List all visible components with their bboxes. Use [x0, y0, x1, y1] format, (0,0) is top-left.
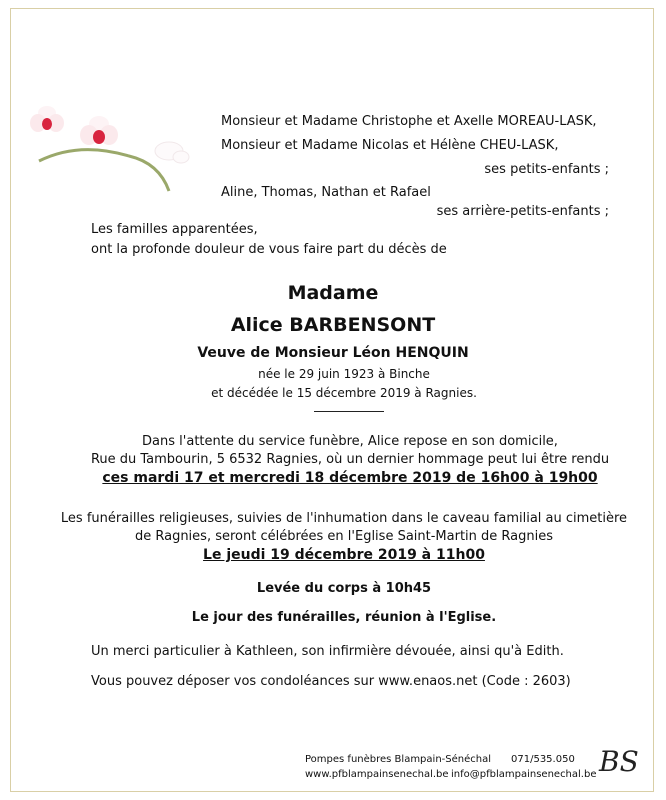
deceased-name: Alice BARBENSONT	[230, 314, 436, 336]
viewing-dates: ces mardi 17 et mercredi 18 décembre 2019 de 16h00 à 19h00	[102, 470, 598, 486]
viewing-line-1: Dans l'attente du service funèbre, Alice repose en son domicile,	[142, 434, 558, 449]
reunion-line: Le jour des funérailles, réunion à l'Eglise.	[191, 610, 497, 625]
death-line: et décédée le 15 décembre 2019 à Ragnies.	[211, 386, 477, 400]
footer-email[interactable]: info@pfblampainsenechal.be	[451, 769, 597, 780]
funeral-line-1: Les funérailles religieuses, suivies de l'inhumation dans le caveau familial au cimetière	[60, 511, 628, 526]
announcement-card	[10, 8, 654, 792]
levee-line: Levée du corps à 10h45	[256, 581, 432, 596]
footer-phone: 071/535.050	[511, 754, 575, 765]
logo-text: BS	[599, 745, 639, 778]
grandchildren-label: ses petits-enfants ;	[484, 162, 609, 177]
orchid-flower-decoration	[19, 101, 219, 201]
family-line-1: Monsieur et Madame Christophe et Axelle MOREAU-LASK,	[221, 114, 597, 129]
birth-line: née le 29 juin 1923 à Binche	[258, 367, 430, 381]
widow-line: Veuve de Monsieur Léon HENQUIN	[197, 345, 469, 361]
footer-company: Pompes funèbres Blampain-Sénéchal	[305, 754, 491, 765]
announcement-line: ont la profonde douleur de vous faire part du décès de	[91, 242, 447, 257]
family-line-2: Monsieur et Madame Nicolas et Hélène CHEU-LASK,	[221, 138, 559, 153]
thanks-line: Un merci particulier à Kathleen, son infirmière dévouée, ainsi qu'à Edith.	[91, 644, 564, 659]
divider-rule	[314, 411, 384, 412]
great-grandchildren-label: ses arrière-petits-enfants ;	[436, 204, 609, 219]
funeral-line-2: de Ragnies, seront célébrées en l'Eglise Saint-Martin de Ragnies	[134, 529, 554, 544]
family-line-3: Aline, Thomas, Nathan et Rafael	[221, 185, 431, 200]
footer-website[interactable]: www.pfblampainsenechal.be	[305, 769, 449, 780]
viewing-line-2: Rue du Tambourin, 5 6532 Ragnies, où un dernier hommage peut lui être rendu	[90, 452, 610, 467]
funeral-date: Le jeudi 19 décembre 2019 à 11h00	[203, 547, 485, 563]
condolences-line: Vous pouvez déposer vos condoléances sur www.enaos.net (Code : 2603)	[91, 674, 571, 689]
company-logo	[595, 741, 639, 781]
deceased-title: Madame	[287, 282, 379, 304]
relatives-line: Les familles apparentées,	[91, 222, 258, 237]
